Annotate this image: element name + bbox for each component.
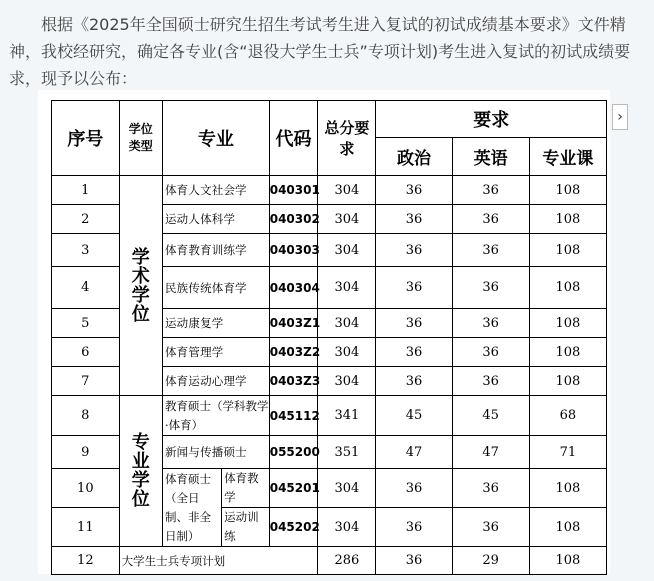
degree-type-professional: 专业学位 — [119, 396, 162, 547]
cell-english: 36 — [452, 367, 529, 396]
cell-english: 36 — [452, 234, 529, 267]
cell-course: 108 — [529, 547, 606, 575]
cell-seq: 9 — [52, 436, 120, 469]
cell-seq: 10 — [52, 469, 120, 508]
cell-major: 运动康复学 — [162, 309, 269, 338]
cell-politics: 36 — [376, 547, 452, 575]
cell-english: 36 — [452, 469, 529, 508]
cell-total: 351 — [318, 436, 376, 469]
cell-seq: 4 — [52, 267, 120, 309]
header-code: 代码 — [269, 101, 318, 176]
cell-politics: 36 — [376, 367, 452, 396]
cell-code: 040302 — [269, 205, 318, 234]
header-politics: 政治 — [376, 138, 452, 176]
score-requirements-table — [51, 100, 607, 575]
cell-major: 运动人体科学 — [162, 205, 269, 234]
table-row — [52, 396, 607, 436]
cell-course: 108 — [529, 367, 606, 396]
intro-paragraph: 根据《2025年全国硕士研究生招生考试考生进入复试的初试成绩基本要求》文件精神，我校经研究，确定各专业(含“退役大学生士兵”专项计划)考生进入复试的初试成绩要求，现予以公布： — [9, 15, 631, 88]
cell-code: 040301 — [269, 176, 318, 205]
cell-major: 体育教育训练学 — [162, 234, 269, 267]
header-seq: 序号 — [52, 101, 120, 176]
cell-code: 040303 — [269, 234, 318, 267]
cell-total: 304 — [318, 176, 376, 205]
cell-total: 341 — [318, 396, 376, 436]
cell-politics: 36 — [376, 176, 452, 205]
cell-seq: 7 — [52, 367, 120, 396]
cell-english: 47 — [452, 436, 529, 469]
header-english: 英语 — [452, 138, 529, 176]
cell-total: 304 — [318, 469, 376, 508]
degree-type-academic: 学术学位 — [119, 176, 162, 396]
cell-major: 体育人文社会学 — [162, 176, 269, 205]
cell-seq: 6 — [52, 338, 120, 367]
cell-course: 108 — [529, 234, 606, 267]
cell-total: 304 — [318, 338, 376, 367]
cell-course: 108 — [529, 267, 606, 309]
cell-code: 045202 — [269, 508, 318, 547]
cell-code: 055200 — [269, 436, 318, 469]
cell-seq: 1 — [52, 176, 120, 205]
cell-code: 045112 — [269, 396, 318, 436]
cell-major: 大学生士兵专项计划 — [119, 547, 318, 575]
cell-politics: 45 — [376, 396, 452, 436]
cell-course: 108 — [529, 176, 606, 205]
cell-total: 304 — [318, 205, 376, 234]
cell-seq: 12 — [52, 547, 120, 575]
cell-english: 36 — [452, 267, 529, 309]
cell-english: 36 — [452, 338, 529, 367]
cell-english: 36 — [452, 309, 529, 338]
cell-course: 108 — [529, 205, 606, 234]
cell-code: 0403Z1 — [269, 309, 318, 338]
cell-course: 108 — [529, 338, 606, 367]
table-row — [52, 176, 607, 205]
cell-seq: 2 — [52, 205, 120, 234]
cell-total: 304 — [318, 508, 376, 547]
header-total: 总分要求 — [318, 101, 376, 176]
cell-major: 民族传统体育学 — [162, 267, 269, 309]
cell-english: 36 — [452, 176, 529, 205]
cell-major-group: 体育硕士（全日制、非全日制） — [162, 469, 221, 547]
header-degree-type: 学位类型 — [119, 101, 162, 176]
cell-seq: 8 — [52, 396, 120, 436]
header-course: 专业课 — [529, 138, 606, 176]
cell-total: 304 — [318, 267, 376, 309]
cell-politics: 36 — [376, 267, 452, 309]
cell-politics: 36 — [376, 234, 452, 267]
header-major: 专业 — [162, 101, 269, 176]
cell-english: 36 — [452, 205, 529, 234]
cell-english: 29 — [452, 547, 529, 575]
cell-politics: 36 — [376, 338, 452, 367]
cell-major: 教育硕士（学科教学·体育） — [162, 396, 269, 436]
scroll-right-button[interactable]: › — [612, 104, 628, 130]
table-row — [52, 547, 607, 575]
header-requirements: 要求 — [376, 101, 607, 138]
cell-seq: 3 — [52, 234, 120, 267]
cell-course: 71 — [529, 436, 606, 469]
cell-total: 286 — [318, 547, 376, 575]
cell-total: 304 — [318, 367, 376, 396]
cell-course: 108 — [529, 309, 606, 338]
cell-politics: 36 — [376, 205, 452, 234]
cell-code: 0403Z3 — [269, 367, 318, 396]
table-header-row — [52, 101, 607, 138]
cell-major: 体育管理学 — [162, 338, 269, 367]
cell-code: 045201 — [269, 469, 318, 508]
cell-total: 304 — [318, 309, 376, 338]
cell-seq: 5 — [52, 309, 120, 338]
cell-code: 0403Z2 — [269, 338, 318, 367]
cell-course: 68 — [529, 396, 606, 436]
cell-politics: 36 — [376, 508, 452, 547]
cell-major: 体育运动心理学 — [162, 367, 269, 396]
cell-course: 108 — [529, 469, 606, 508]
cell-english: 36 — [452, 508, 529, 547]
cell-politics: 47 — [376, 436, 452, 469]
cell-total: 304 — [318, 234, 376, 267]
cell-code: 040304 — [269, 267, 318, 309]
cell-major: 新闻与传播硕士 — [162, 436, 269, 469]
cell-major: 体育教学 — [222, 469, 270, 508]
cell-course: 108 — [529, 508, 606, 547]
cell-seq: 11 — [52, 508, 120, 547]
cell-politics: 36 — [376, 469, 452, 508]
cell-politics: 36 — [376, 309, 452, 338]
cell-major: 运动训练 — [222, 508, 270, 547]
cell-english: 45 — [452, 396, 529, 436]
